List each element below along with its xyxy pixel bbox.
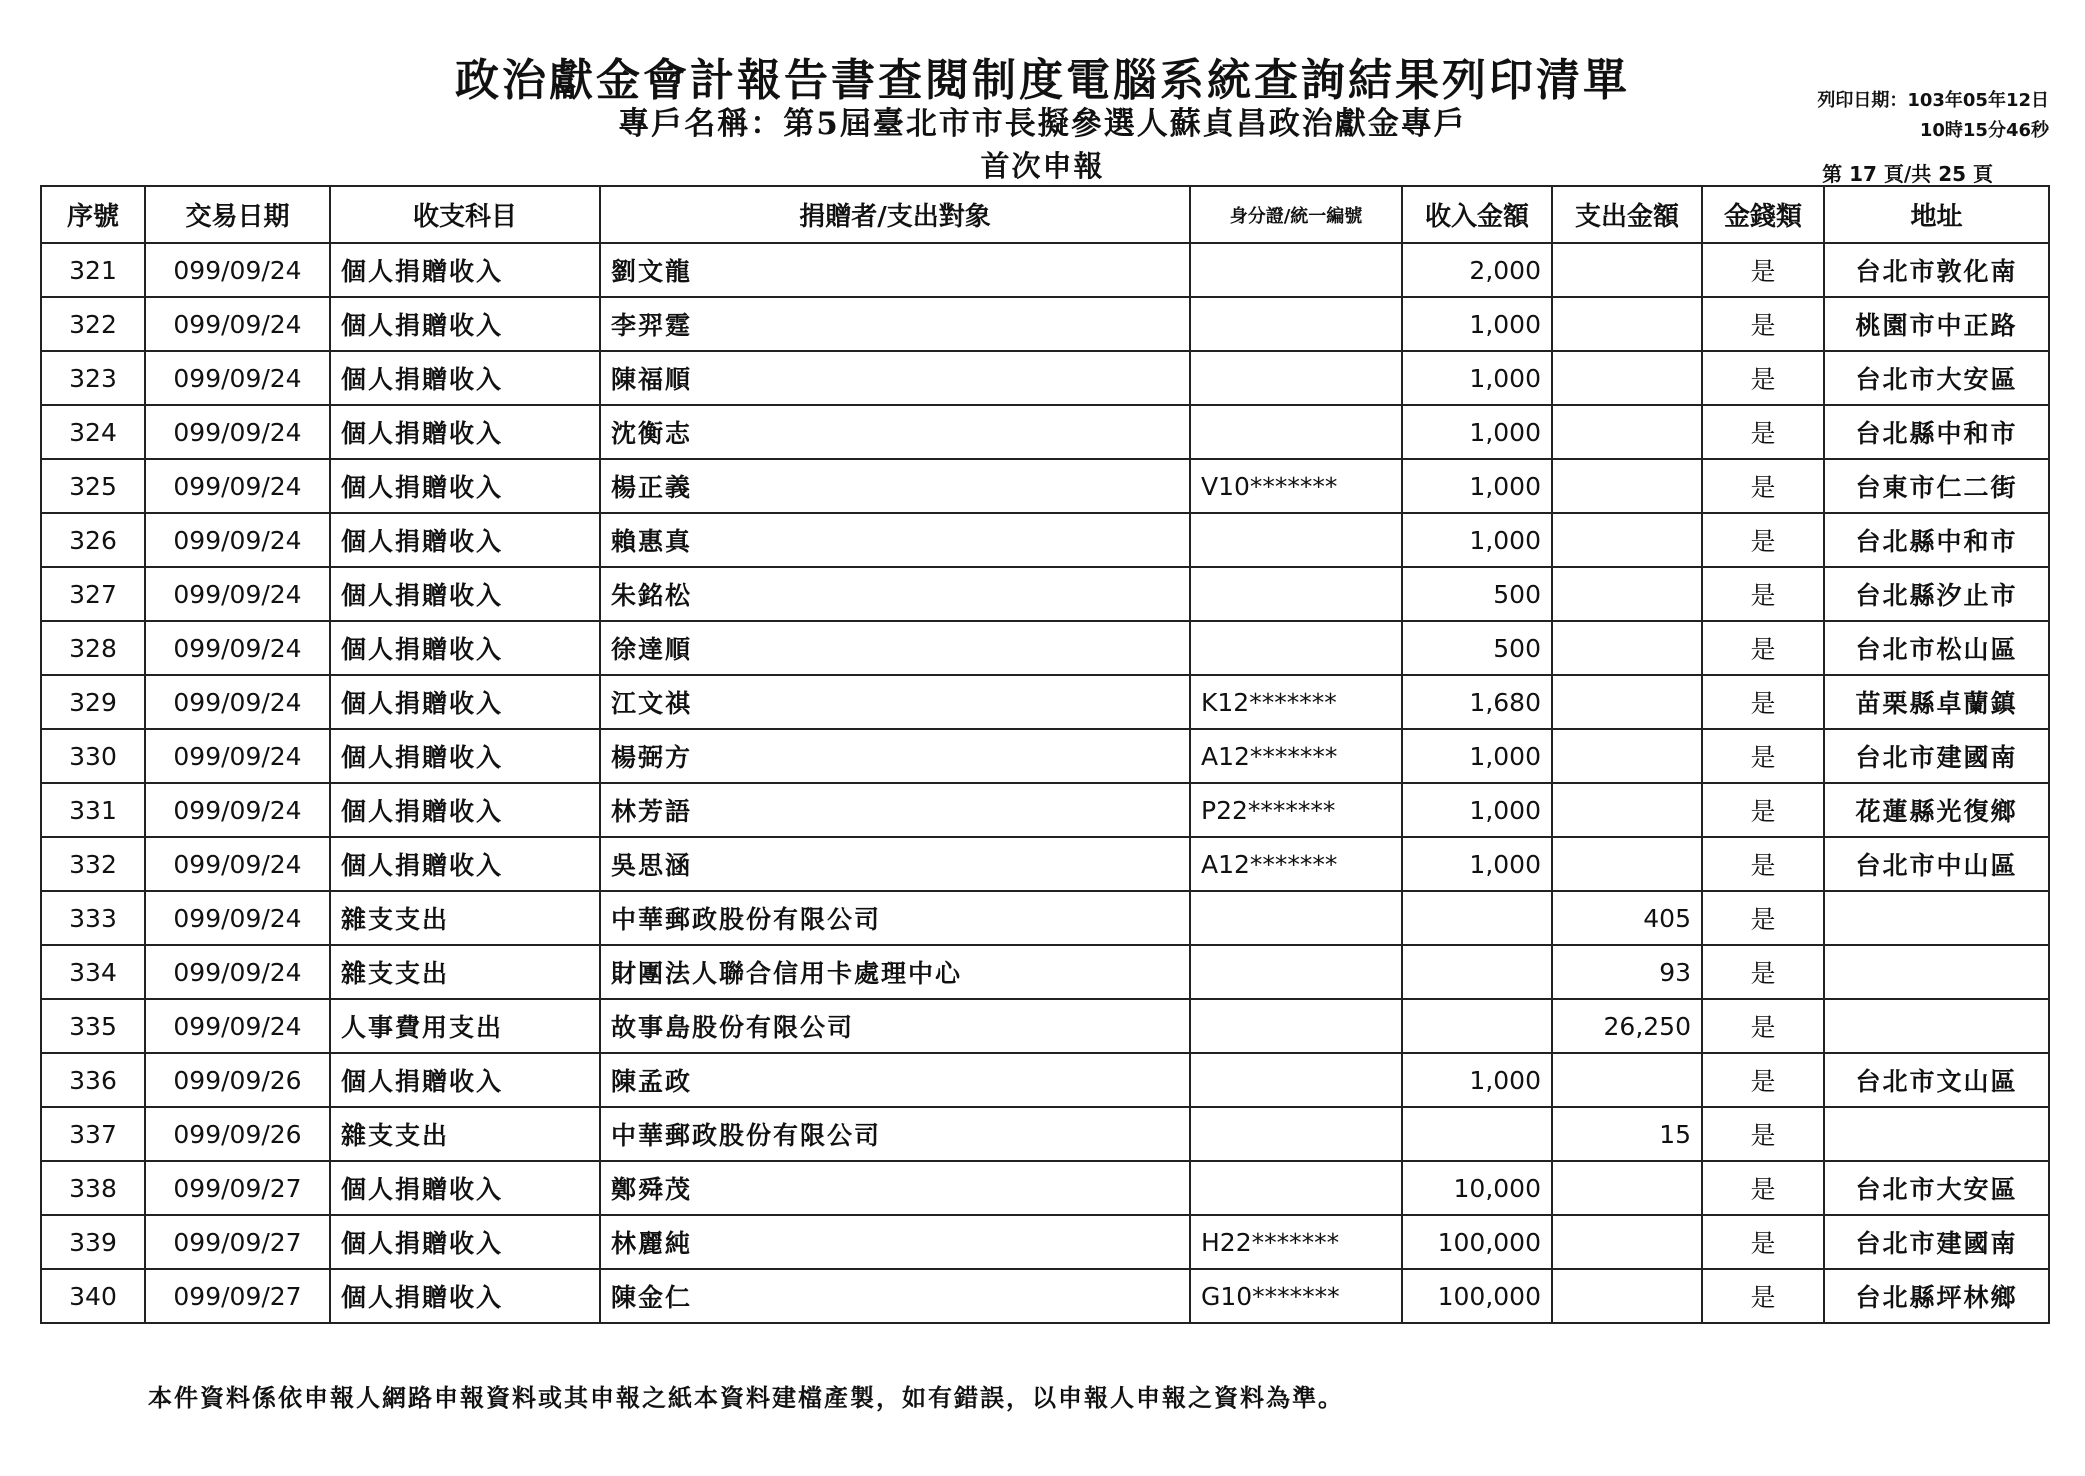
cell-no: 334 xyxy=(41,945,145,999)
cell-subject: 雜支支出 xyxy=(330,1107,600,1161)
table-row xyxy=(41,1215,2049,1269)
cell-subject: 個人捐贈收入 xyxy=(330,459,600,513)
col-header-address: 地址 xyxy=(1824,186,2049,243)
cell-party: 沈衡志 xyxy=(600,405,1190,459)
cell-money-type: 是 xyxy=(1702,405,1824,459)
cell-date: 099/09/24 xyxy=(145,999,330,1053)
cell-money-type: 是 xyxy=(1702,297,1824,351)
cell-income: 1,000 xyxy=(1402,837,1552,891)
cell-expense xyxy=(1552,675,1702,729)
cell-money-type: 是 xyxy=(1702,1215,1824,1269)
cell-income: 100,000 xyxy=(1402,1215,1552,1269)
cell-no: 327 xyxy=(41,567,145,621)
cell-no: 332 xyxy=(41,837,145,891)
cell-expense xyxy=(1552,567,1702,621)
cell-party: 中華郵政股份有限公司 xyxy=(600,1107,1190,1161)
cell-address xyxy=(1824,945,2049,999)
cell-income xyxy=(1402,1107,1552,1161)
cell-address xyxy=(1824,999,2049,1053)
table-row xyxy=(41,621,2049,675)
cell-id: P22******* xyxy=(1190,783,1402,837)
cell-address: 台北縣中和市 xyxy=(1824,513,2049,567)
cell-subject: 雜支支出 xyxy=(330,891,600,945)
cell-income xyxy=(1402,891,1552,945)
table-row xyxy=(41,1107,2049,1161)
cell-income: 1,000 xyxy=(1402,513,1552,567)
cell-date: 099/09/24 xyxy=(145,513,330,567)
records-table xyxy=(40,185,2050,1324)
cell-date: 099/09/24 xyxy=(145,297,330,351)
cell-income: 500 xyxy=(1402,567,1552,621)
cell-money-type: 是 xyxy=(1702,351,1824,405)
col-header-income: 收入金額 xyxy=(1402,186,1552,243)
cell-party: 吳思涵 xyxy=(600,837,1190,891)
cell-expense xyxy=(1552,1269,1702,1323)
cell-subject: 人事費用支出 xyxy=(330,999,600,1053)
cell-expense: 93 xyxy=(1552,945,1702,999)
cell-money-type: 是 xyxy=(1702,1107,1824,1161)
cell-id: V10******* xyxy=(1190,459,1402,513)
cell-subject: 個人捐贈收入 xyxy=(330,621,600,675)
cell-party: 林芳語 xyxy=(600,783,1190,837)
cell-expense xyxy=(1552,405,1702,459)
table-row xyxy=(41,675,2049,729)
cell-no: 326 xyxy=(41,513,145,567)
cell-subject: 個人捐贈收入 xyxy=(330,243,600,297)
table-row xyxy=(41,1269,2049,1323)
cell-expense xyxy=(1552,351,1702,405)
table-row xyxy=(41,837,2049,891)
cell-subject: 個人捐贈收入 xyxy=(330,297,600,351)
cell-income xyxy=(1402,999,1552,1053)
table-row xyxy=(41,297,2049,351)
cell-party: 劉文龍 xyxy=(600,243,1190,297)
cell-subject: 個人捐贈收入 xyxy=(330,675,600,729)
cell-income: 1,000 xyxy=(1402,729,1552,783)
table-body xyxy=(41,243,2049,1323)
cell-income xyxy=(1402,945,1552,999)
col-header-expense: 支出金額 xyxy=(1552,186,1702,243)
cell-subject: 個人捐贈收入 xyxy=(330,1053,600,1107)
account-name: 第5屆臺北市市長擬參選人蘇貞昌政治獻金專戶 xyxy=(783,106,1467,142)
cell-address: 台北市松山區 xyxy=(1824,621,2049,675)
table-row xyxy=(41,729,2049,783)
table-row xyxy=(41,567,2049,621)
cell-expense xyxy=(1552,1215,1702,1269)
cell-no: 324 xyxy=(41,405,145,459)
cell-income: 1,000 xyxy=(1402,405,1552,459)
cell-id xyxy=(1190,405,1402,459)
cell-no: 322 xyxy=(41,297,145,351)
col-header-party: 捐贈者/支出對象 xyxy=(600,186,1190,243)
cell-party: 中華郵政股份有限公司 xyxy=(600,891,1190,945)
cell-party: 朱銘松 xyxy=(600,567,1190,621)
print-time: 10時15分46秒 xyxy=(1919,120,2049,141)
cell-id: A12******* xyxy=(1190,837,1402,891)
cell-no: 337 xyxy=(41,1107,145,1161)
cell-money-type: 是 xyxy=(1702,567,1824,621)
report-type: 首次申報 xyxy=(980,149,1105,183)
cell-address: 台北市建國南 xyxy=(1824,1215,2049,1269)
account-name-line xyxy=(0,98,2085,143)
cell-expense xyxy=(1552,513,1702,567)
cell-party: 林麗純 xyxy=(600,1215,1190,1269)
cell-money-type: 是 xyxy=(1702,837,1824,891)
cell-party: 徐達順 xyxy=(600,621,1190,675)
col-header-id: 身分證/統一編號 xyxy=(1190,186,1402,243)
cell-address xyxy=(1824,1107,2049,1161)
cell-money-type: 是 xyxy=(1702,999,1824,1053)
cell-party: 楊正義 xyxy=(600,459,1190,513)
cell-expense: 15 xyxy=(1552,1107,1702,1161)
cell-address: 台北市中山區 xyxy=(1824,837,2049,891)
cell-date: 099/09/27 xyxy=(145,1269,330,1323)
cell-money-type: 是 xyxy=(1702,783,1824,837)
cell-address: 台北縣坪林鄉 xyxy=(1824,1269,2049,1323)
cell-date: 099/09/24 xyxy=(145,243,330,297)
cell-id: A12******* xyxy=(1190,729,1402,783)
cell-id xyxy=(1190,891,1402,945)
cell-money-type: 是 xyxy=(1702,1269,1824,1323)
cell-party: 江文祺 xyxy=(600,675,1190,729)
cell-date: 099/09/24 xyxy=(145,621,330,675)
cell-party: 陳孟政 xyxy=(600,1053,1190,1107)
cell-date: 099/09/24 xyxy=(145,891,330,945)
cell-address: 花蓮縣光復鄉 xyxy=(1824,783,2049,837)
cell-no: 329 xyxy=(41,675,145,729)
cell-expense xyxy=(1552,783,1702,837)
cell-income: 10,000 xyxy=(1402,1161,1552,1215)
cell-id xyxy=(1190,513,1402,567)
table-row xyxy=(41,1053,2049,1107)
cell-no: 330 xyxy=(41,729,145,783)
cell-id xyxy=(1190,567,1402,621)
page-indicator: 第 17 頁/共 25 頁 xyxy=(1822,162,1993,186)
cell-subject: 個人捐贈收入 xyxy=(330,405,600,459)
cell-party: 財團法人聯合信用卡處理中心 xyxy=(600,945,1190,999)
cell-subject: 個人捐贈收入 xyxy=(330,729,600,783)
col-header-date: 交易日期 xyxy=(145,186,330,243)
cell-party: 鄭舜茂 xyxy=(600,1161,1190,1215)
cell-date: 099/09/27 xyxy=(145,1161,330,1215)
cell-income: 1,000 xyxy=(1402,297,1552,351)
cell-money-type: 是 xyxy=(1702,891,1824,945)
cell-no: 340 xyxy=(41,1269,145,1323)
table-row xyxy=(41,351,2049,405)
cell-id xyxy=(1190,1107,1402,1161)
cell-income: 2,000 xyxy=(1402,243,1552,297)
cell-subject: 個人捐贈收入 xyxy=(330,567,600,621)
cell-party: 賴惠真 xyxy=(600,513,1190,567)
cell-expense xyxy=(1552,729,1702,783)
cell-expense: 405 xyxy=(1552,891,1702,945)
cell-address: 台北縣中和市 xyxy=(1824,405,2049,459)
cell-date: 099/09/24 xyxy=(145,783,330,837)
account-label: 專戶名稱： xyxy=(618,106,784,142)
cell-expense xyxy=(1552,243,1702,297)
table-row xyxy=(41,783,2049,837)
cell-expense: 26,250 xyxy=(1552,999,1702,1053)
cell-income: 1,680 xyxy=(1402,675,1552,729)
cell-party: 楊弼方 xyxy=(600,729,1190,783)
table-row xyxy=(41,999,2049,1053)
cell-id xyxy=(1190,1053,1402,1107)
cell-address: 台北市文山區 xyxy=(1824,1053,2049,1107)
cell-address xyxy=(1824,891,2049,945)
cell-money-type: 是 xyxy=(1702,729,1824,783)
cell-party: 陳金仁 xyxy=(600,1269,1190,1323)
cell-income: 100,000 xyxy=(1402,1269,1552,1323)
cell-date: 099/09/24 xyxy=(145,675,330,729)
cell-date: 099/09/27 xyxy=(145,1215,330,1269)
cell-income: 1,000 xyxy=(1402,783,1552,837)
page-title: 政治獻金會計報告書查閱制度電腦系統查詢結果列印清單 xyxy=(455,55,1630,106)
cell-expense xyxy=(1552,621,1702,675)
cell-subject: 個人捐贈收入 xyxy=(330,513,600,567)
cell-money-type: 是 xyxy=(1702,459,1824,513)
print-timestamp xyxy=(1817,86,2049,146)
cell-subject: 個人捐贈收入 xyxy=(330,783,600,837)
table-row xyxy=(41,459,2049,513)
cell-subject: 雜支支出 xyxy=(330,945,600,999)
cell-id xyxy=(1190,1161,1402,1215)
cell-income: 1,000 xyxy=(1402,459,1552,513)
cell-address: 台北市大安區 xyxy=(1824,351,2049,405)
cell-address: 苗栗縣卓蘭鎮 xyxy=(1824,675,2049,729)
table-row xyxy=(41,1161,2049,1215)
table-header-row xyxy=(41,186,2049,243)
cell-date: 099/09/26 xyxy=(145,1107,330,1161)
cell-party: 故事島股份有限公司 xyxy=(600,999,1190,1053)
cell-subject: 個人捐贈收入 xyxy=(330,1215,600,1269)
cell-date: 099/09/24 xyxy=(145,405,330,459)
cell-money-type: 是 xyxy=(1702,945,1824,999)
cell-expense xyxy=(1552,1053,1702,1107)
cell-money-type: 是 xyxy=(1702,243,1824,297)
cell-no: 335 xyxy=(41,999,145,1053)
col-header-no: 序號 xyxy=(41,186,145,243)
cell-address: 台北市建國南 xyxy=(1824,729,2049,783)
cell-id xyxy=(1190,945,1402,999)
cell-money-type: 是 xyxy=(1702,513,1824,567)
cell-expense xyxy=(1552,297,1702,351)
cell-no: 328 xyxy=(41,621,145,675)
cell-address: 台北縣汐止市 xyxy=(1824,567,2049,621)
cell-subject: 個人捐贈收入 xyxy=(330,1161,600,1215)
table-row xyxy=(41,243,2049,297)
col-header-subject: 收支科目 xyxy=(330,186,600,243)
cell-id: G10******* xyxy=(1190,1269,1402,1323)
cell-address: 台東市仁二街 xyxy=(1824,459,2049,513)
cell-date: 099/09/24 xyxy=(145,351,330,405)
cell-id xyxy=(1190,351,1402,405)
cell-id: K12******* xyxy=(1190,675,1402,729)
cell-subject: 個人捐贈收入 xyxy=(330,1269,600,1323)
cell-expense xyxy=(1552,837,1702,891)
cell-income: 1,000 xyxy=(1402,351,1552,405)
cell-party: 李羿霆 xyxy=(600,297,1190,351)
cell-date: 099/09/24 xyxy=(145,567,330,621)
cell-date: 099/09/24 xyxy=(145,837,330,891)
cell-no: 336 xyxy=(41,1053,145,1107)
cell-no: 339 xyxy=(41,1215,145,1269)
footer-note: 本件資料係依申報人網路申報資料或其申報之紙本資料建檔產製，如有錯誤，以申報人申報之資料為準。 xyxy=(148,1384,1344,1412)
cell-party: 陳福順 xyxy=(600,351,1190,405)
print-date: 列印日期：103年05年12日 xyxy=(1817,90,2049,111)
cell-no: 333 xyxy=(41,891,145,945)
cell-expense xyxy=(1552,1161,1702,1215)
cell-id xyxy=(1190,621,1402,675)
cell-money-type: 是 xyxy=(1702,675,1824,729)
cell-no: 331 xyxy=(41,783,145,837)
cell-address: 台北市敦化南 xyxy=(1824,243,2049,297)
cell-money-type: 是 xyxy=(1702,621,1824,675)
cell-id xyxy=(1190,243,1402,297)
cell-subject: 個人捐贈收入 xyxy=(330,837,600,891)
cell-no: 323 xyxy=(41,351,145,405)
table-row xyxy=(41,405,2049,459)
table-row xyxy=(41,513,2049,567)
cell-income: 500 xyxy=(1402,621,1552,675)
col-header-money-type: 金錢類 xyxy=(1702,186,1824,243)
cell-address: 桃園市中正路 xyxy=(1824,297,2049,351)
cell-subject: 個人捐贈收入 xyxy=(330,351,600,405)
cell-no: 325 xyxy=(41,459,145,513)
cell-money-type: 是 xyxy=(1702,1161,1824,1215)
cell-date: 099/09/24 xyxy=(145,459,330,513)
cell-id: H22******* xyxy=(1190,1215,1402,1269)
cell-id xyxy=(1190,297,1402,351)
cell-date: 099/09/24 xyxy=(145,729,330,783)
cell-no: 338 xyxy=(41,1161,145,1215)
cell-date: 099/09/26 xyxy=(145,1053,330,1107)
cell-no: 321 xyxy=(41,243,145,297)
cell-income: 1,000 xyxy=(1402,1053,1552,1107)
cell-id xyxy=(1190,999,1402,1053)
cell-expense xyxy=(1552,459,1702,513)
cell-money-type: 是 xyxy=(1702,1053,1824,1107)
table-row xyxy=(41,891,2049,945)
cell-address: 台北市大安區 xyxy=(1824,1161,2049,1215)
table-row xyxy=(41,945,2049,999)
cell-date: 099/09/24 xyxy=(145,945,330,999)
